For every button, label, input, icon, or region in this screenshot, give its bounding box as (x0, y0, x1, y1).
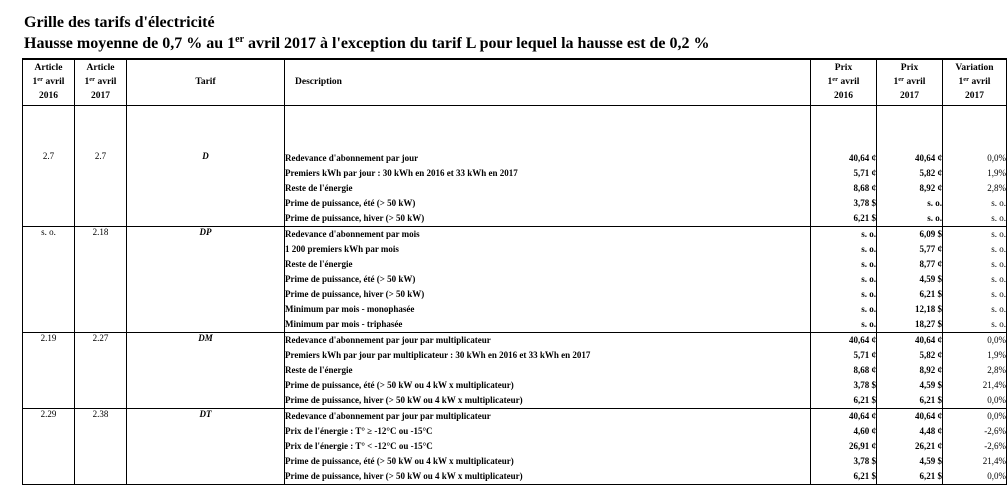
prix-2017-cell (877, 409, 943, 485)
description-cell (285, 333, 811, 409)
prix-2017-value: 4,59 $ (919, 456, 942, 466)
prix-2017-value: s. o. (927, 213, 942, 223)
prix-2017-cell (877, 227, 943, 333)
description-line: Redevance d'abonnement par jour (285, 153, 419, 163)
variation-value: 2,8% (987, 183, 1006, 193)
tariff-group-row (23, 409, 1007, 485)
description-line: Prime de puissance, été (> 50 kW ou 4 kW x multiplicateur) (285, 456, 514, 466)
description-line: Prime de puissance, été (> 50 kW) (285, 198, 416, 208)
article-2017-cell: 2.7 (75, 151, 127, 227)
description-line: Premiers kWh par jour par multiplicateur : 30 kWh en 2016 et 33 kWh en 2017 (285, 350, 591, 360)
header-variation: Variation 1er avril 2017 (943, 59, 1007, 105)
prix-2017-value: 5,77 ¢ (919, 244, 942, 254)
prix-2016-value: 40,64 ¢ (849, 153, 876, 163)
article-2017-cell: 2.38 (75, 409, 127, 485)
article-2016-cell: s. o. (23, 227, 75, 333)
variation-value: 0,0% (987, 471, 1006, 481)
prix-2016-value: s. o. (861, 274, 876, 284)
description-cell (285, 151, 811, 227)
prix-2017-value: 40,64 ¢ (915, 153, 942, 163)
article-2016-cell: 2.7 (23, 151, 75, 227)
variation-value: 21,4% (982, 456, 1006, 466)
variation-value: -2,6% (984, 426, 1006, 436)
prix-2017-value: 4,48 ¢ (919, 426, 942, 436)
description-line: Redevance d'abonnement par jour par multiplicateur (285, 411, 491, 421)
prix-2017-value: 40,64 ¢ (915, 335, 942, 345)
prix-2016-value: s. o. (861, 259, 876, 269)
description-line: 1 200 premiers kWh par mois (285, 244, 399, 254)
page-subtitle: Hausse moyenne de 0,7 % au 1er avril 2017 à l'exception du tarif L pour lequel la hausse est de 0,2 % (24, 34, 710, 52)
header-tarif: Tarif (127, 59, 285, 105)
header-spacer (23, 105, 1007, 151)
variation-cell (943, 227, 1007, 333)
prix-2016-value: 8,68 ¢ (853, 183, 876, 193)
variation-value: 0,0% (987, 395, 1006, 405)
article-2017-cell: 2.27 (75, 333, 127, 409)
header-article-2017: Article 1er avril 2017 (75, 59, 127, 105)
prix-2016-value: 26,91 ¢ (849, 441, 876, 451)
description-line: Prix de l'énergie : T° < -12°C ou -15°C (285, 441, 433, 451)
variation-cell (943, 333, 1007, 409)
variation-value: s. o. (991, 274, 1006, 284)
description-line: Reste de l'énergie (285, 183, 353, 193)
tarif-code-cell: D (127, 151, 285, 227)
variation-value: s. o. (991, 259, 1006, 269)
tariff-group-row (23, 151, 1007, 227)
description-line: Prime de puissance, été (> 50 kW ou 4 kW x multiplicateur) (285, 380, 514, 390)
description-line: Reste de l'énergie (285, 365, 353, 375)
prix-2017-value: s. o. (927, 198, 942, 208)
tarif-code-cell: DM (127, 333, 285, 409)
prix-2017-value: 40,64 ¢ (915, 411, 942, 421)
prix-2017-value: 6,21 $ (919, 395, 942, 405)
prix-2017-value: 8,92 ¢ (919, 365, 942, 375)
variation-value: -2,6% (984, 441, 1006, 451)
prix-2016-value: 5,71 ¢ (853, 168, 876, 178)
prix-2016-value: 8,68 ¢ (853, 365, 876, 375)
description-cell (285, 409, 811, 485)
prix-2016-value: 5,71 ¢ (853, 350, 876, 360)
variation-value: 1,9% (987, 350, 1006, 360)
prix-2017-value: 6,09 $ (919, 229, 942, 239)
article-2016-cell: 2.19 (23, 333, 75, 409)
prix-2016-value: 3,78 $ (853, 380, 876, 390)
page-title: Grille des tarifs d'électricité (24, 14, 215, 31)
prix-2017-cell (877, 151, 943, 227)
variation-value: 0,0% (987, 411, 1006, 421)
variation-cell (943, 409, 1007, 485)
description-line: Prime de puissance, hiver (> 50 kW ou 4 kW x multiplicateur) (285, 395, 523, 405)
variation-value: s. o. (991, 229, 1006, 239)
prix-2017-value: 26,21 ¢ (915, 441, 942, 451)
prix-2016-value: 6,21 $ (853, 395, 876, 405)
tarif-code-cell: DT (127, 409, 285, 485)
prix-2017-value: 5,82 ¢ (919, 350, 942, 360)
variation-value: 0,0% (987, 335, 1006, 345)
description-line: Minimum par mois - triphasée (285, 319, 403, 329)
prix-2016-value: s. o. (861, 229, 876, 239)
tariff-group-row (23, 333, 1007, 409)
table-header-row (23, 59, 1007, 105)
prix-2016-value: 3,78 $ (853, 198, 876, 208)
prix-2016-value: s. o. (861, 244, 876, 254)
prix-2016-value: s. o. (861, 289, 876, 299)
header-prix-2017: Prix 1er avril 2017 (877, 59, 943, 105)
header-prix-2016: Prix 1er avril 2016 (811, 59, 877, 105)
variation-value: s. o. (991, 198, 1006, 208)
prix-2017-value: 5,82 ¢ (919, 168, 942, 178)
prix-2016-value: s. o. (861, 304, 876, 314)
prix-2016-cell (811, 409, 877, 485)
prix-2016-value: s. o. (861, 319, 876, 329)
variation-value: s. o. (991, 319, 1006, 329)
prix-2017-value: 6,21 $ (919, 289, 942, 299)
description-line: Redevance d'abonnement par mois (285, 229, 420, 239)
prix-2017-value: 8,77 ¢ (919, 259, 942, 269)
prix-2016-cell (811, 151, 877, 227)
prix-2017-value: 4,59 $ (919, 274, 942, 284)
variation-value: 21,4% (982, 380, 1006, 390)
description-line: Prime de puissance, hiver (> 50 kW ou 4 kW x multiplicateur) (285, 471, 523, 481)
variation-value: 2,8% (987, 365, 1006, 375)
tarif-code-cell: DP (127, 227, 285, 333)
description-line: Minimum par mois - monophasée (285, 304, 415, 314)
article-2016-cell: 2.29 (23, 409, 75, 485)
description-cell (285, 227, 811, 333)
description-line: Redevance d'abonnement par jour par multiplicateur (285, 335, 491, 345)
prix-2016-value: 40,64 ¢ (849, 411, 876, 421)
prix-2016-value: 6,21 $ (853, 213, 876, 223)
prix-2017-value: 12,18 $ (915, 304, 942, 314)
prix-2017-value: 8,92 ¢ (919, 183, 942, 193)
prix-2017-value: 18,27 $ (915, 319, 942, 329)
tariff-table (22, 58, 1007, 485)
variation-value: 0,0% (987, 153, 1006, 163)
header-description: Description (285, 59, 811, 105)
variation-value: s. o. (991, 289, 1006, 299)
variation-value: s. o. (991, 244, 1006, 254)
description-line: Premiers kWh par jour : 30 kWh en 2016 et 33 kWh en 2017 (285, 168, 518, 178)
prix-2017-cell (877, 333, 943, 409)
description-line: Prime de puissance, été (> 50 kW) (285, 274, 416, 284)
prix-2016-value: 40,64 ¢ (849, 335, 876, 345)
prix-2016-value: 6,21 $ (853, 471, 876, 481)
description-line: Prime de puissance, hiver (> 50 kW) (285, 213, 425, 223)
variation-cell (943, 151, 1007, 227)
prix-2017-value: 4,59 $ (919, 380, 942, 390)
variation-value: s. o. (991, 213, 1006, 223)
prix-2017-value: 6,21 $ (919, 471, 942, 481)
variation-value: s. o. (991, 304, 1006, 314)
description-line: Prix de l'énergie : T° ≥ -12°C ou -15°C (285, 426, 433, 436)
article-2017-cell: 2.18 (75, 227, 127, 333)
prix-2016-cell (811, 333, 877, 409)
tariff-group-row (23, 227, 1007, 333)
header-article-2016: Article 1er avril 2016 (23, 59, 75, 105)
description-line: Reste de l'énergie (285, 259, 353, 269)
variation-value: 1,9% (987, 168, 1006, 178)
prix-2016-value: 4,60 ¢ (853, 426, 876, 436)
prix-2016-cell (811, 227, 877, 333)
description-line: Prime de puissance, hiver (> 50 kW) (285, 289, 425, 299)
prix-2016-value: 3,78 $ (853, 456, 876, 466)
